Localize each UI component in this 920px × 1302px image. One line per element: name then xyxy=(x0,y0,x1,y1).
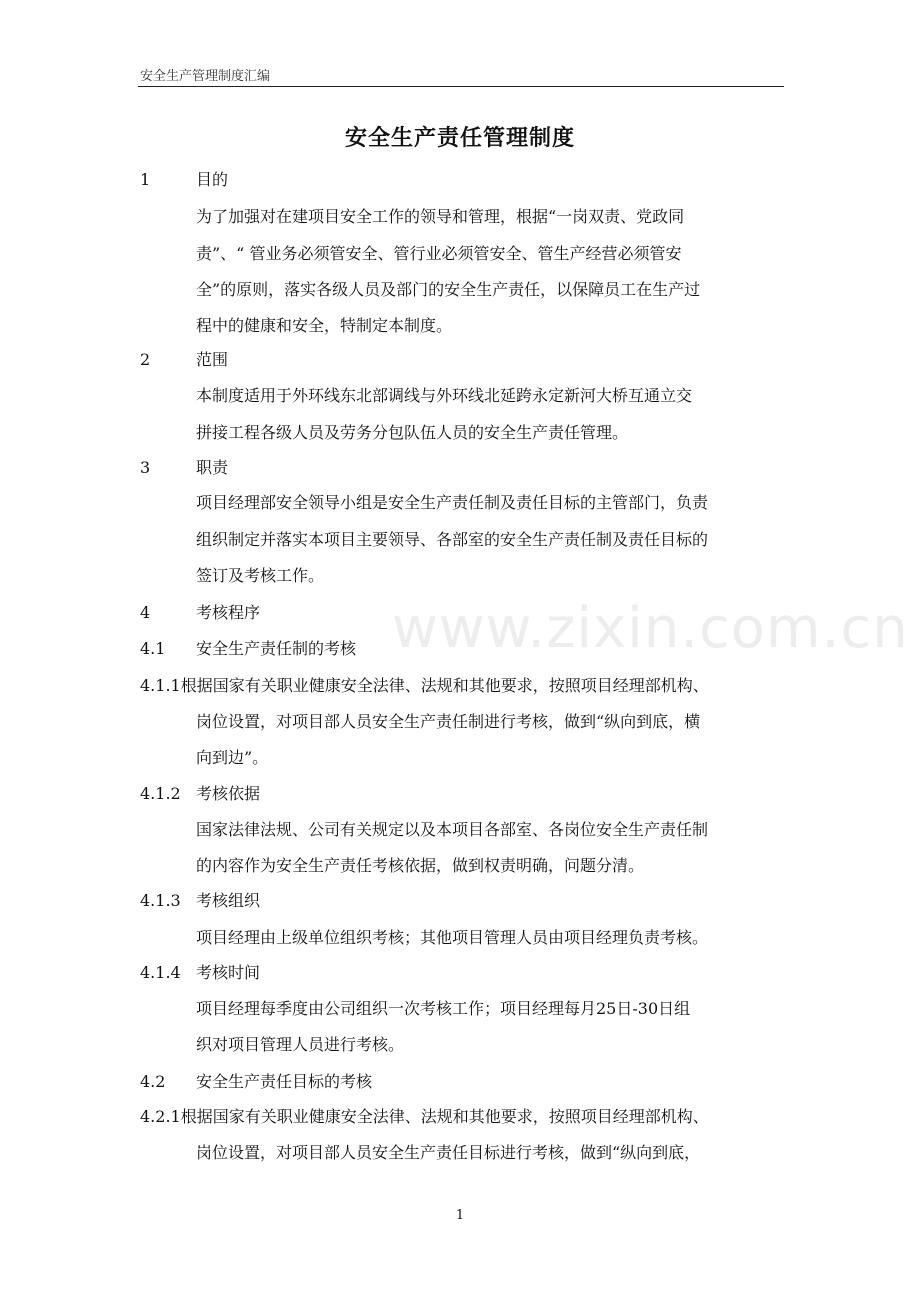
paragraph-line: 项目经理每季度由公司组织一次考核工作；项目经理每月25日-30日组 xyxy=(196,999,691,1018)
section-number: 1 xyxy=(140,170,151,189)
paragraph-line: 责”、“ 管业务必须管安全、管行业必须管安全、管生产经营必须管安 xyxy=(196,244,682,263)
subsection-number: 4.1.4 xyxy=(140,963,181,982)
section-heading: 目的 xyxy=(196,170,229,189)
paragraph-line: 程中的健康和安全，特制定本制度。 xyxy=(196,316,453,335)
subsection-number: 4.1.3 xyxy=(140,891,181,910)
watermark: www.zixin.com.cn xyxy=(392,596,909,661)
section-heading: 范围 xyxy=(196,350,229,369)
subsection-heading: 安全生产责任目标的考核 xyxy=(196,1072,373,1091)
paragraph-line: 组织制定并落实本项目主要领导、各部室的安全生产责任制及责任目标的 xyxy=(196,530,709,549)
document-title: 安全生产责任管理制度 xyxy=(344,126,575,151)
paragraph-line: 签订及考核工作。 xyxy=(196,566,325,585)
subsection-number: 4.2 xyxy=(140,1072,166,1091)
section-heading: 考核程序 xyxy=(196,603,261,622)
section-number: 2 xyxy=(140,350,151,369)
paragraph-line: 为了加强对在建项目安全工作的领导和管理，根据“一岗双责、党政同 xyxy=(196,207,685,226)
section-number: 4 xyxy=(140,603,151,622)
paragraph-line: 的内容作为安全生产责任考核依据，做到权责明确，问题分清。 xyxy=(196,856,645,875)
paragraph-line: 向到边”。 xyxy=(196,748,269,767)
subsection-heading: 考核组织 xyxy=(196,891,261,910)
paragraph-line: 项目经理部安全领导小组是安全生产责任制及责任目标的主管部门，负责 xyxy=(196,493,709,512)
subsection-heading: 考核依据 xyxy=(196,784,261,803)
subsection-number: 4.1.2 xyxy=(140,784,181,803)
header-text: 安全生产管理制度汇编 xyxy=(140,69,271,84)
section-number: 3 xyxy=(140,458,151,477)
page-header xyxy=(138,60,784,87)
paragraph-line: 拼接工程各级人员及劳务分包队伍人员的安全生产责任管理。 xyxy=(196,423,629,442)
paragraph-line: 项目经理由上级单位组织考核；其他项目管理人员由项目经理负责考核。 xyxy=(196,928,709,947)
paragraph-line: 全”的原则，落实各级人员及部门的安全生产责任，以保障员工在生产过 xyxy=(196,280,701,299)
paragraph-line: 织对项目管理人员进行考核。 xyxy=(196,1035,405,1054)
paragraph-line: 岗位设置，对项目部人员安全生产责任目标进行考核，做到“纵向到底， xyxy=(196,1143,701,1162)
page-number: 1 xyxy=(455,1208,465,1223)
subsection-number: 4.1 xyxy=(140,639,166,658)
section-heading: 职责 xyxy=(196,458,229,477)
paragraph-line: 国家法律法规、公司有关规定以及本项目各部室、各岗位安全生产责任制 xyxy=(196,820,709,839)
paragraph-line: 4.1.1根据国家有关职业健康安全法律、法规和其他要求，按照项目经理部机构、 xyxy=(140,676,709,695)
subsection-heading: 安全生产责任制的考核 xyxy=(196,639,357,658)
paragraph-line: 本制度适用于外环线东北部调线与外环线北延跨永定新河大桥互通立交 xyxy=(196,386,693,405)
paragraph-line: 4.2.1根据国家有关职业健康安全法律、法规和其他要求，按照项目经理部机构、 xyxy=(140,1107,709,1126)
paragraph-line: 岗位设置，对项目部人员安全生产责任制进行考核，做到“纵向到底，横 xyxy=(196,712,701,731)
subsection-heading: 考核时间 xyxy=(196,963,261,982)
